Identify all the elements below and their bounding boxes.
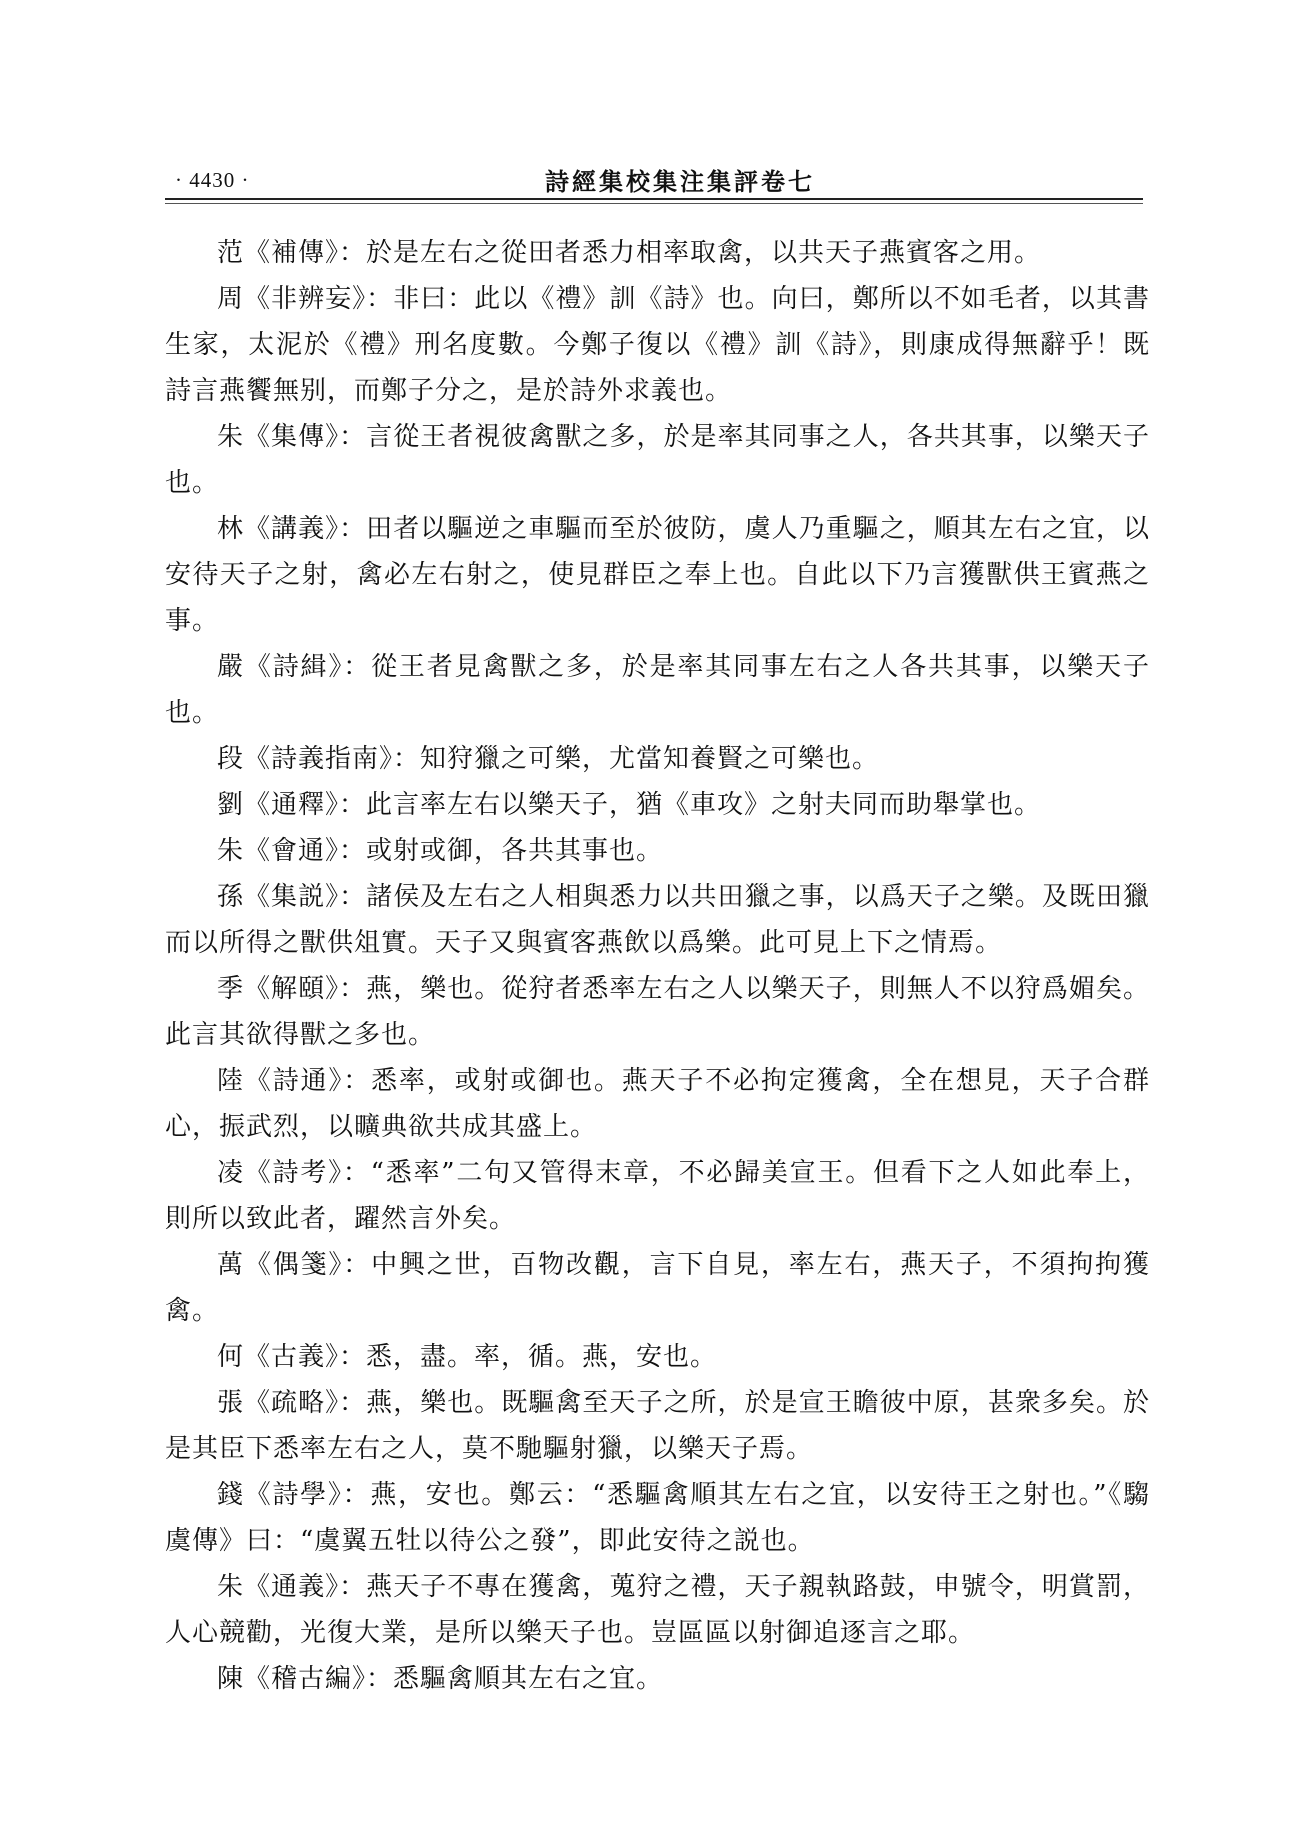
commentary-entry: 朱《集傳》：言從王者視彼禽獸之多，於是率其同事之人，各共其事，以樂天子也。 [165, 422, 1150, 498]
running-title: 詩經集校集注集評卷七 [545, 167, 815, 196]
page-header [165, 160, 1135, 200]
commentary-entry: 凌《詩考》：“悉率”二句又管得末章，不必歸美宣王。但看下之人如此奉上，則所以致此者，躍然言外矣。 [165, 1158, 1150, 1234]
commentary-entry: 朱《通義》：燕天子不專在獲禽，蒐狩之禮，天子親執路鼓，申號令，明賞罰，人心競勸，光復大業，是所以樂天子也。豈區區以射御追逐言之耶。 [165, 1572, 1150, 1648]
commentary-entry: 林《講義》：田者以驅逆之車驅而至於彼防，虞人乃重驅之，順其左右之宜，以安待天子之射，禽必左右射之，使見群臣之奉上也。自此以下乃言獲獸供王賓燕之事。 [165, 514, 1150, 636]
commentary-entry: 劉《通釋》：此言率左右以樂天子，猶《車攻》之射夫同而助舉掌也。 [217, 790, 1042, 820]
commentary-body [165, 230, 1150, 1702]
commentary-entry: 陳《稽古編》：悉驅禽順其左右之宜。 [217, 1664, 664, 1694]
commentary-entry: 周《非辨妄》：非曰：此以《禮》訓《詩》也。向曰，鄭所以不如毛者，以其書生家，太泥於《禮》刑名度數。今鄭子復以《禮》訓《詩》，則康成得無辭乎！既詩言燕饗無别，而鄭子分之，是於詩外求義也。 [165, 284, 1150, 406]
commentary-entry: 季《解頤》：燕，樂也。從狩者悉率左右之人以樂天子，則無人不以狩爲媚矣。此言其欲得獸之多也。 [165, 974, 1150, 1050]
commentary-entry: 段《詩義指南》：知狩獵之可樂，尤當知養賢之可樂也。 [217, 744, 880, 774]
commentary-entry: 張《疏略》：燕，樂也。既驅禽至天子之所，於是宣王瞻彼中原，甚衆多矣。於是其臣下悉率左右之人，莫不馳驅射獵，以樂天子焉。 [165, 1388, 1150, 1464]
page-number: · 4430 · [175, 168, 250, 192]
header-rule [165, 198, 1143, 200]
commentary-entry: 嚴《詩緝》：從王者見禽獸之多，於是率其同事左右之人各共其事，以樂天子也。 [165, 652, 1150, 728]
commentary-entry: 朱《會通》：或射或御，各共其事也。 [217, 836, 664, 866]
commentary-entry: 范《補傳》：於是左右之從田者悉力相率取禽，以共天子燕賓客之用。 [217, 238, 1042, 268]
commentary-entry: 陸《詩通》：悉率，或射或御也。燕天子不必拘定獲禽，全在想見，天子合群心，振武烈，以曠典欲共成其盛上。 [165, 1066, 1150, 1142]
commentary-entry: 錢《詩學》：燕，安也。鄭云：“悉驅禽順其左右之宜，以安待王之射也。”《騶虞傳》曰：“虞翼五牡以待公之發”，即此安待之説也。 [165, 1480, 1150, 1556]
header-rule-thin [165, 203, 1143, 204]
commentary-entry: 萬《偶箋》：中興之世，百物改觀，言下自見，率左右，燕天子，不須拘拘獲禽。 [165, 1250, 1150, 1326]
commentary-entry: 孫《集説》：諸侯及左右之人相與悉力以共田獵之事，以爲天子之樂。及既田獵而以所得之獸供俎實。天子又與賓客燕飲以爲樂。此可見上下之情焉。 [165, 882, 1150, 958]
commentary-entry: 何《古義》：悉，盡。率，循。燕，安也。 [217, 1342, 718, 1372]
